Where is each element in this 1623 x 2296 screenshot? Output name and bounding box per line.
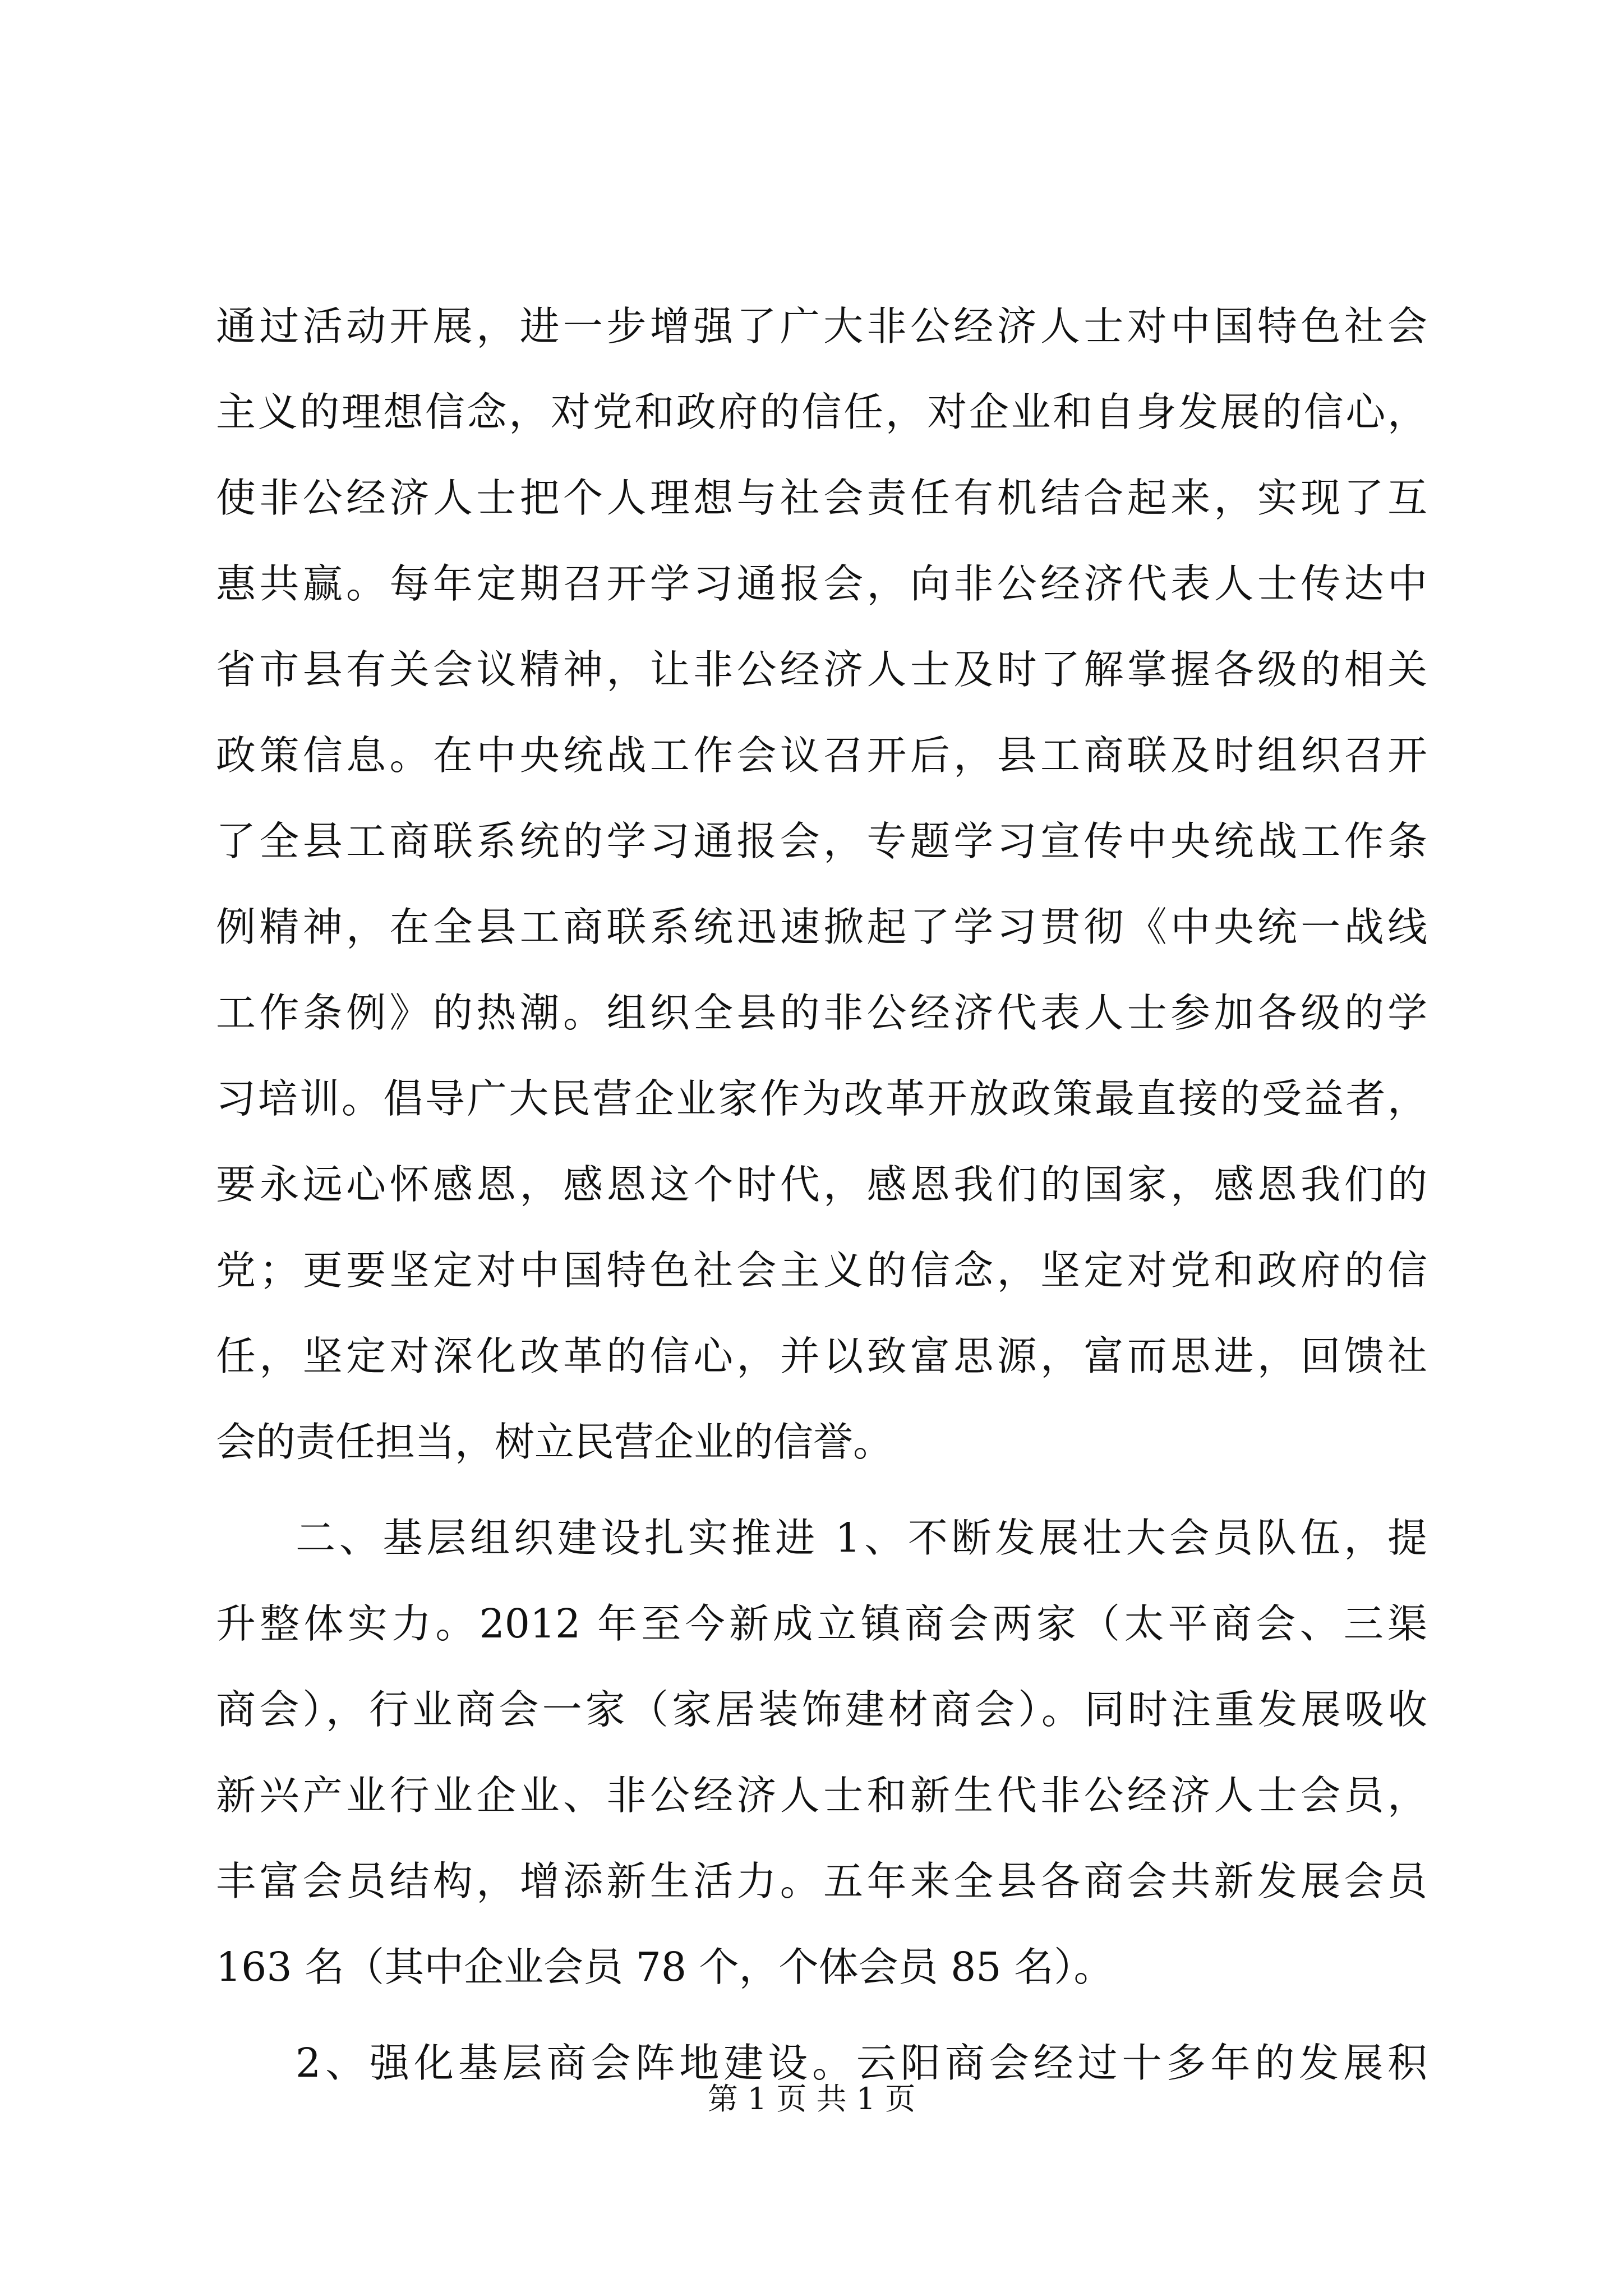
- text-line: 任，坚定对深化改革的信心，并以致富思源，富而思进，回馈社: [216, 1333, 1427, 1379]
- text-line: 163 名（其中企业会员 78 个，个体会员 85 名）。: [216, 1944, 1114, 1990]
- section-heading-line: 二、基层组织建设扎实推进 1、不断发展壮大会员队伍，提: [296, 1515, 1427, 1561]
- text-line: 通过活动开展，进一步增强了广大非公经济人士对中国特色社会: [216, 303, 1427, 349]
- text-line: 例精神，在全县工商联系统迅速掀起了学习贯彻《中央统一战线: [216, 904, 1427, 950]
- text-line: 新兴产业行业企业、非公经济人士和新生代非公经济人士会员，: [216, 1772, 1427, 1819]
- body-text: [216, 283, 1427, 2106]
- text-line: 会的责任担当，树立民营企业的信誉。: [216, 1419, 893, 1465]
- text-line: 了全县工商联系统的学习通报会，专题学习宣传中央统战工作条: [216, 818, 1427, 864]
- text-line: 2、强化基层商会阵地建设。云阳商会经过十多年的发展积: [296, 2040, 1427, 2086]
- page-footer: 第 1 页 共 1 页: [707, 2081, 916, 2116]
- text-line: 商会），行业商会一家（家居装饰建材商会）。同时注重发展吸收: [216, 1686, 1427, 1733]
- text-line: 升整体实力。2012 年至今新成立镇商会两家（太平商会、三渠: [216, 1600, 1427, 1647]
- text-line: 丰富会员结构，增添新生活力。五年来全县各商会共新发展会员: [216, 1858, 1427, 1904]
- text-line: 主义的理想信念，对党和政府的信任，对企业和自身发展的信心，: [216, 389, 1427, 435]
- text-line: 习培训。倡导广大民营企业家作为改革开放政策最直接的受益者，: [216, 1075, 1427, 1122]
- text-line: 要永远心怀感恩，感恩这个时代，感恩我们的国家，感恩我们的: [216, 1161, 1427, 1208]
- text-line: 使非公经济人士把个人理想与社会责任有机结合起来，实现了互: [216, 475, 1427, 521]
- text-line: 党；更要坚定对中国特色社会主义的信念，坚定对党和政府的信: [216, 1247, 1427, 1294]
- text-line: 惠共赢。每年定期召开学习通报会，向非公经济代表人士传达中: [216, 560, 1427, 607]
- text-line: 省市县有关会议精神，让非公经济人士及时了解掌握各级的相关: [216, 646, 1427, 693]
- text-line: 政策信息。在中央统战工作会议召开后，县工商联及时组织召开: [216, 732, 1427, 779]
- text-line: 工作条例》的热潮。组织全县的非公经济代表人士参加各级的学: [216, 990, 1427, 1036]
